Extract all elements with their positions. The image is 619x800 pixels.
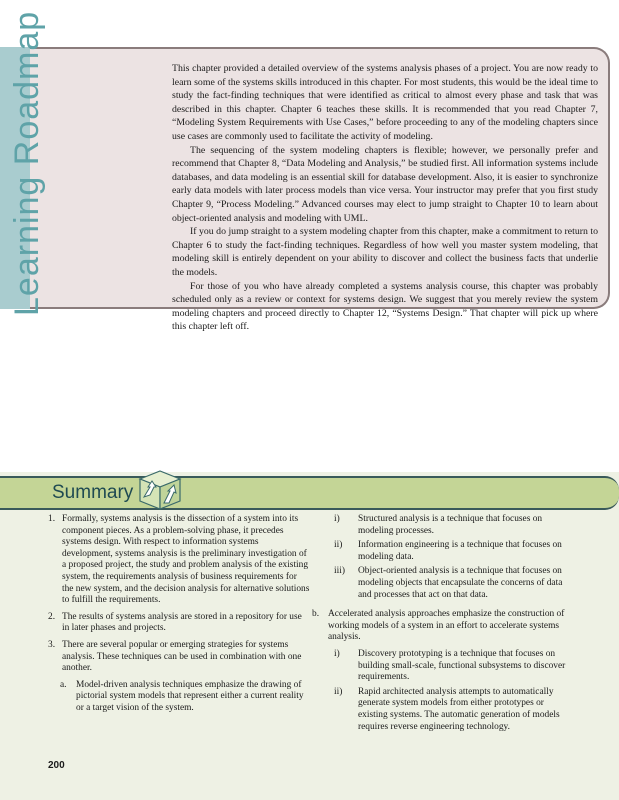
subsubitem-text: Discovery prototyping is a technique that focuses on building small-scale, functional subsystems to discover requirements. bbox=[358, 648, 566, 683]
roadmap-paragraph: The sequencing of the system modeling chapters is flexible; however, we personally prefer and recommend that Chapter 8, “Data Modeling and Analysis,” be studied first. All information systems include databases, and data modeling is an essential skill for database development. Also, it is easier to synchronize early data models with later process models than vice versa. Your instructor may prefer that you first study Chapter 9, “Process Modeling.” Advanced courses may elect to jump straight to Chapter 10 to learn about object-oriented analysis and modeling with UML. bbox=[172, 144, 598, 224]
page-number: 200 bbox=[48, 760, 65, 771]
item-text: The results of systems analysis are stored in a repository for use in later phases and projects. bbox=[62, 611, 302, 634]
summary-column-right bbox=[312, 514, 572, 736]
item-number: 3. bbox=[48, 639, 56, 650]
subsubitem-number: i) bbox=[334, 514, 340, 524]
item-number: 1. bbox=[48, 514, 56, 524]
subitem-letter: a. bbox=[60, 679, 67, 690]
subitem-text: Accelerated analysis approaches emphasize the construction of working models of a system in an effort to accelerate systems analysis. bbox=[328, 609, 565, 643]
summary-title: Summary bbox=[52, 482, 134, 503]
summary-column-left bbox=[48, 514, 310, 720]
subitem-letter: b. bbox=[312, 609, 320, 620]
subsubitem-number: ii) bbox=[334, 686, 343, 697]
subitem-text: Model-driven analysis techniques emphasize the drawing of pictorial system models that represent either a current reality or a target vision of the system. bbox=[76, 679, 304, 713]
summary-subsubitem bbox=[312, 687, 572, 733]
summary-item bbox=[48, 612, 310, 635]
summary-subitem bbox=[48, 680, 310, 715]
subsubitem-text: Rapid architected analysis attempts to automatically generate system models from either prototypes or existing systems. The automatic generation of models requires reverse engineering technology. bbox=[358, 686, 560, 732]
summary-item bbox=[48, 640, 310, 675]
roadmap-text bbox=[172, 62, 598, 334]
subsubitem-number: iii) bbox=[334, 566, 345, 577]
summary-subsubitem bbox=[312, 514, 572, 537]
subsubitem-number: ii) bbox=[334, 540, 343, 551]
roadmap-paragraph: If you do jump straight to a system modeling chapter from this chapter, make a commitment to return to Chapter 6 to study the fact-finding techniques. Regardless of how well you master system modeling, that modeling skill is entirely dependent on your ability to discover and collect the business facts that underlie the models. bbox=[172, 226, 598, 278]
item-text: Formally, systems analysis is the dissection of a system into its component pieces. As a problem-solving phase, it precedes systems design. With respect to information systems development, systems analysis is the preliminary investigation of a proposed project, the study and problem analysis of the existing system, the requirements analysis of business requirements for the new system, and the decision analysis for alternative solutions to fulfill the requirements. bbox=[62, 514, 310, 606]
roadmap-title: Learning Roadmap bbox=[8, 10, 46, 316]
item-number: 2. bbox=[48, 611, 56, 622]
summary-subsubitem bbox=[312, 649, 572, 684]
item-text: There are several popular or emerging strategies for systems analysis. These techniques can be used in combination with one another. bbox=[62, 639, 302, 674]
subsubitem-number: i) bbox=[334, 648, 340, 659]
summary-subsubitem bbox=[312, 540, 572, 563]
roadmap-paragraph: This chapter provided a detailed overview of the systems analysis phases of a project. You are now ready to learn some of the systems skills introduced in this chapter. For most students, this would be the ideal time to study the fact-finding techniques that were identified as critical to almost every phase and task that was described in this chapter. Chapter 6 teaches these skills. It is recommended that you read Chapter 7, “Modeling System Requirements with Use Cases,” before proceeding to any of the modeling chapters since use cases are commonly used to facilitate the activity of modeling. bbox=[172, 63, 598, 142]
subsubitem-text: Object-oriented analysis is a technique that focuses on modeling objects that encapsulate the concerns of data and processes that act on that data. bbox=[358, 566, 563, 600]
roadmap-paragraph: For those of you who have already completed a systems analysis course, this chapter was probably scheduled only as a review or context for systems design. We suggest that you merely review the system modeling chapters and proceed directly to Chapter 12, “Systems Design.” That chapter will pick up where this chapter left off. bbox=[172, 280, 598, 333]
cube-arrows-icon bbox=[126, 463, 188, 513]
summary-subitem bbox=[312, 609, 572, 644]
subsubitem-text: Structured analysis is a technique that focuses on modeling processes. bbox=[358, 514, 543, 536]
summary-item bbox=[48, 514, 310, 607]
subsubitem-text: Information engineering is a technique that focuses on modeling data. bbox=[358, 540, 562, 562]
summary-subsubitem bbox=[312, 566, 572, 601]
